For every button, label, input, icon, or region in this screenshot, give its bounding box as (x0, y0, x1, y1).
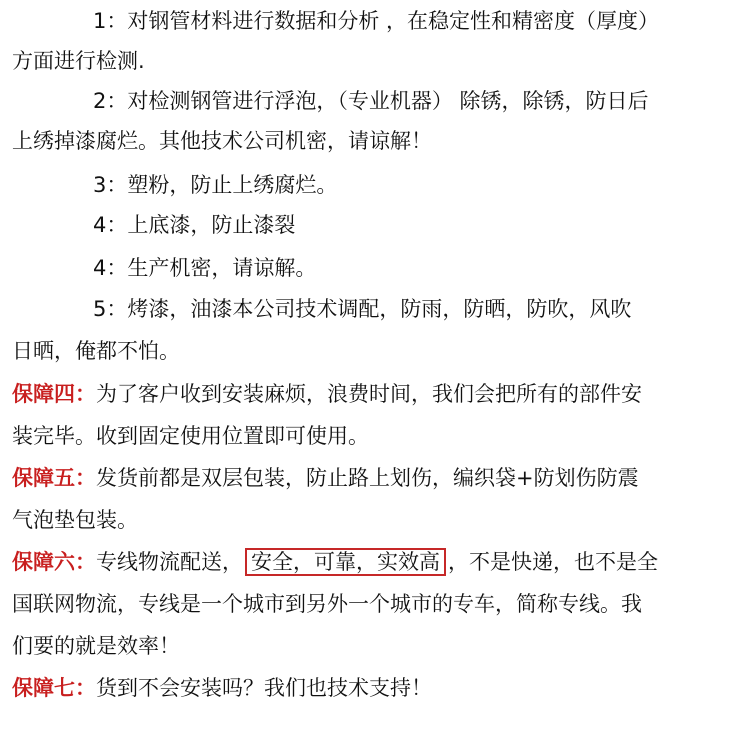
guarantee-6-line-3: 们要的就是效率！ (12, 634, 180, 658)
guarantee-5-text: 发货前都是双层包装，防止路上划伤，编织袋+防划伤防震 (96, 466, 639, 490)
guarantee-7-label: 保障七： (12, 676, 96, 700)
guarantee-4-label: 保障四： (12, 382, 96, 406)
guarantee-5-label: 保障五： (12, 466, 96, 490)
step-3-line-1: 3：塑粉，防止上绣腐烂。 (93, 173, 338, 197)
guarantee-4-line-1 (12, 373, 642, 415)
step-2-line-2: 上绣掉漆腐烂。其他技术公司机密，请谅解！ (12, 129, 432, 153)
guarantee-6-label: 保障六： (12, 550, 96, 574)
guarantee-6-highlight-box: 安全，可靠，实效高 (245, 548, 446, 576)
guarantee-7-text: 货到不会安装吗？我们也技术支持！ (96, 676, 432, 700)
guarantee-5-line-2: 气泡垫包装。 (12, 508, 138, 532)
guarantee-4-line-2: 装完毕。收到固定使用位置即可使用。 (12, 424, 369, 448)
guarantee-6-text-after: ，不是快递，也不是全 (448, 550, 658, 574)
guarantee-6-text-before: 专线物流配送， (96, 550, 243, 574)
step-5-line-2: 日晒，俺都不怕。 (12, 339, 180, 363)
step-4-line-1: 4：上底漆，防止漆裂 (93, 213, 296, 237)
step-2-line-1: 2：对检测钢管进行浮泡，（专业机器） 除锈，除锈，防日后 (93, 89, 649, 113)
guarantee-4-text: 为了客户收到安装麻烦，浪费时间，我们会把所有的部件安 (96, 382, 642, 406)
guarantee-6-line-1 (12, 541, 658, 583)
guarantee-5-line-1 (12, 457, 639, 499)
step-4b-line-1: 4：生产机密，请谅解。 (93, 256, 317, 280)
step-1-line-1: 1：对钢管材料进行数据和分析 ，在稳定性和精密度（厚度） (93, 9, 660, 33)
guarantee-6-line-2: 国联网物流，专线是一个城市到另外一个城市的专车，简称专线。我 (12, 592, 642, 616)
step-5-line-1: 5：烤漆，油漆本公司技术调配，防雨，防晒，防吹，风吹 (93, 297, 632, 321)
guarantee-7-line-1 (12, 667, 432, 709)
step-1-line-2: 方面进行检测. (12, 49, 145, 73)
